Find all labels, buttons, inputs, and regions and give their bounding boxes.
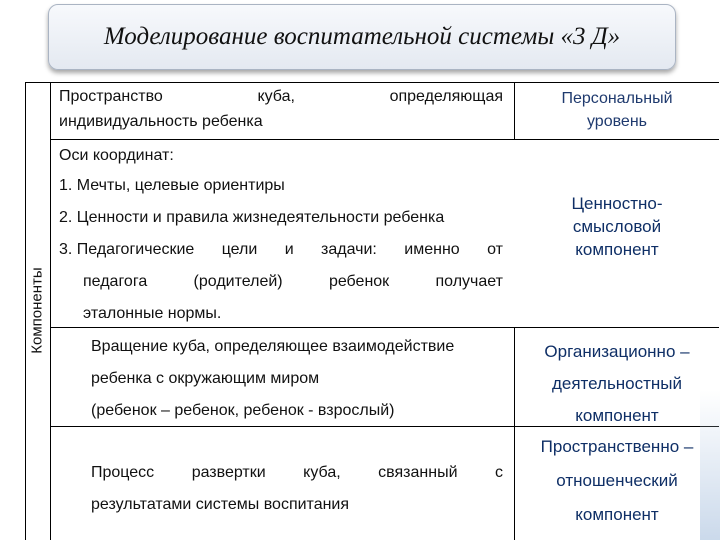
item3-word: цели — [221, 241, 258, 258]
item3-word: и — [284, 241, 294, 258]
row-divider-2 — [50, 327, 719, 328]
spatial-relational-line: компонент — [575, 505, 659, 524]
label-column-divider — [50, 82, 51, 540]
unfolding-line-2: результатами системы воспитания — [91, 496, 350, 513]
unfolding-word: куба, — [303, 464, 341, 481]
item3-word: именно — [404, 241, 460, 258]
rotation-line-2: ребенка с окружающим миром — [91, 370, 320, 387]
axis-item-3-line2 — [83, 273, 503, 291]
row1-word: Пространство — [59, 88, 163, 105]
unfolding-word: развертки — [191, 464, 266, 481]
unfolding-word: Процесс — [91, 464, 155, 481]
item3-word: педагога — [83, 273, 148, 290]
row1-line1 — [59, 88, 503, 106]
item3-word: ребенок — [328, 273, 390, 290]
item3-word: от — [487, 241, 503, 258]
table-top-border — [25, 82, 719, 83]
item3-word: 3. Педагогические — [59, 241, 195, 258]
axis-item-2: 2. Ценности и правила жизнедеятельности ребенка — [59, 209, 445, 226]
slide-title: Моделирование воспитательной системы «3 Д» — [48, 4, 676, 70]
organizational-line: компонент — [575, 406, 659, 425]
unfolding-word: связанный — [378, 464, 458, 481]
rotation-line-3: (ребенок – ребенок, ребенок - взрослый) — [91, 402, 395, 419]
organizational-line: Организационно – — [544, 342, 690, 361]
spatial-relational-line: Пространственно – — [540, 437, 694, 456]
axes-heading: Оси координат: — [59, 147, 174, 164]
value-semantic-line: компонент — [575, 240, 659, 259]
personal-level-label — [515, 87, 719, 133]
components-label: Компоненты — [28, 266, 46, 354]
value-semantic-component — [515, 192, 719, 261]
spatial-relational-component — [515, 430, 719, 532]
value-semantic-line: Ценностно- — [571, 194, 663, 213]
axis-item-3-line1 — [59, 241, 503, 259]
row-divider-1 — [50, 139, 719, 140]
axis-item-3-line3: эталонные нормы. — [83, 305, 222, 322]
organizational-line: деятельностный — [551, 374, 683, 393]
item3-word: получает — [435, 273, 503, 290]
row1-line2: индивидуальность ребенка — [59, 113, 263, 130]
value-semantic-line: смысловой — [572, 217, 662, 236]
rotation-line-1: Вращение куба, определяющее взаимодействие — [91, 338, 455, 355]
organizational-component — [515, 336, 719, 432]
components-table — [25, 82, 719, 540]
item3-word: (родителей) — [193, 273, 283, 290]
unfolding-word: с — [495, 464, 503, 481]
item3-word: задачи: — [321, 241, 377, 258]
personal-level-line: уровень — [586, 113, 647, 130]
row1-word: определяющая — [389, 88, 503, 105]
spatial-relational-line: отношенческий — [556, 471, 678, 490]
unfolding-line-1 — [91, 464, 503, 482]
row1-word: куба, — [257, 88, 295, 105]
axis-item-1: 1. Мечты, целевые ориентиры — [59, 177, 285, 194]
personal-level-line: Персональный — [561, 90, 673, 107]
components-label-cell — [25, 82, 49, 538]
slide-corner-decoration — [700, 390, 720, 540]
